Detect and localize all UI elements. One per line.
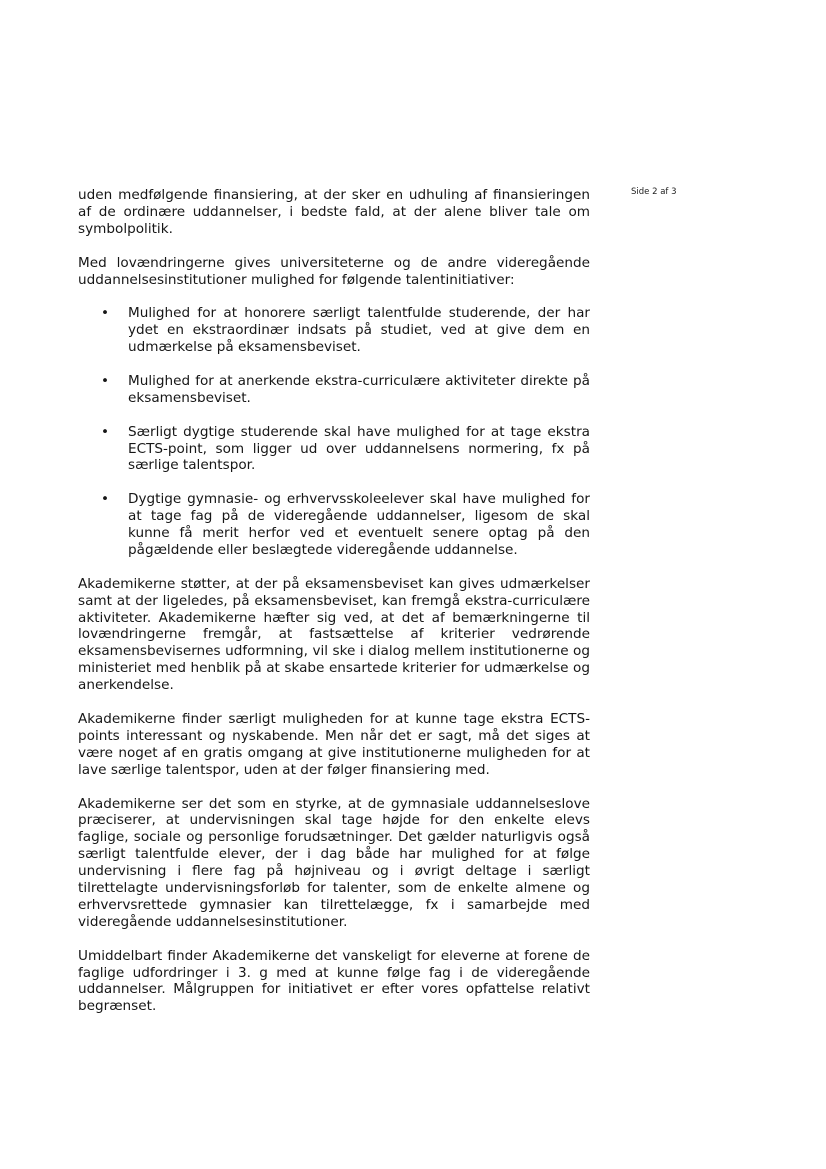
list-item-text: Mulighed for at anerkende ekstra-curriculære aktiviteter direkte på eksamensbeviset. [128,372,590,406]
paragraph-ects: Akademikerne finder særligt muligheden for at kunne tage ekstra ECTS-points interessant og nyskabende. Men når det er sagt, må det siges at være noget af en gratis omgang at give institutionerne muligheden for at lave særlige talentspor, uden at der følger finansiering med. [78,710,590,778]
list-item [78,373,590,407]
bullet-icon: • [101,491,110,508]
paragraph-funding: uden medfølgende finansiering, at der sker en udhuling af finansieringen af de ordinære uddannelser, i bedste fald, at der alene bliver tale om symbolpolitik. [78,187,590,237]
paragraph-conclusion: Umiddelbart finder Akademikerne det vanskeligt for eleverne at forene de faglige udfordringer i 3. g med at kunne følge fag i de videregående uddannelser. Målgruppen for initiativet er efter vores opfattelse relativt begrænset. [78,947,590,1015]
document-body [78,187,590,1015]
bullet-icon: • [101,423,110,440]
list-item [78,424,590,475]
talent-initiatives-list [78,305,590,559]
paragraph-diplomas: Akademikerne støtter, at der på eksamensbeviset kan gives udmærkelser samt at der ligeledes, på eksamensbeviset, kan fremgå ekstra-curriculære aktiviteter. Akademikerne hæfter sig ved, at det af bemærkningerne til lovændringerne fremgår, at fastsættelse af kriterier vedrørende eksamensbevisernes udformning, vil ske i dialog mellem institutionerne og ministeriet med henblik på at skabe ensartede kriterier for udmærkelse og anerkendelse. [78,575,590,694]
paragraph-gymnasium: Akademikerne ser det som en styrke, at de gymnasiale uddannelseslove præciserer, at undervisningen skal tage højde for den enkelte elevs faglige, sociale og personlige forudsætninger. Det gælder naturligvis også særligt talentfulde elever, der i dag både har mulighed for at følge undervisning i flere fag på højniveau og i øvrigt deltage i særligt tilrettelagte undervisningsforløb for talenter, som de enkelte almene og erhvervsrettede gymnasier kan tilrettelægge, fx i samarbejde med videregående uddannelsesinstitutioner. [78,795,590,930]
list-item [78,491,590,559]
list-item-text: Mulighed for at honorere særligt talentfulde studerende, der har ydet en ekstraordinær indsats på studiet, ved at give dem en udmærkelse på eksamensbeviset. [128,305,590,356]
list-item-text: Dygtige gymnasie- og erhvervsskoleelever skal have mulighed for at tage fag på de videregående uddannelser, ligesom de skal kunne få merit herfor ved et eventuelt senere optag på den pågældende eller beslægtede videregående uddannelse. [128,491,590,558]
list-item [78,305,590,356]
paragraph-law-changes: Med lovændringerne gives universiteterne og de andre videregående uddannelsesinstitutioner mulighed for følgende talentinitiativer: [78,254,590,288]
page-number: Side 2 af 3 [631,187,677,197]
bullet-icon: • [101,372,110,389]
list-item-text: Særligt dygtige studerende skal have mulighed for at tage ekstra ECTS-point, som ligger ud over uddannelsens normering, fx på særlige talentspor. [128,423,590,474]
bullet-icon: • [101,305,110,322]
